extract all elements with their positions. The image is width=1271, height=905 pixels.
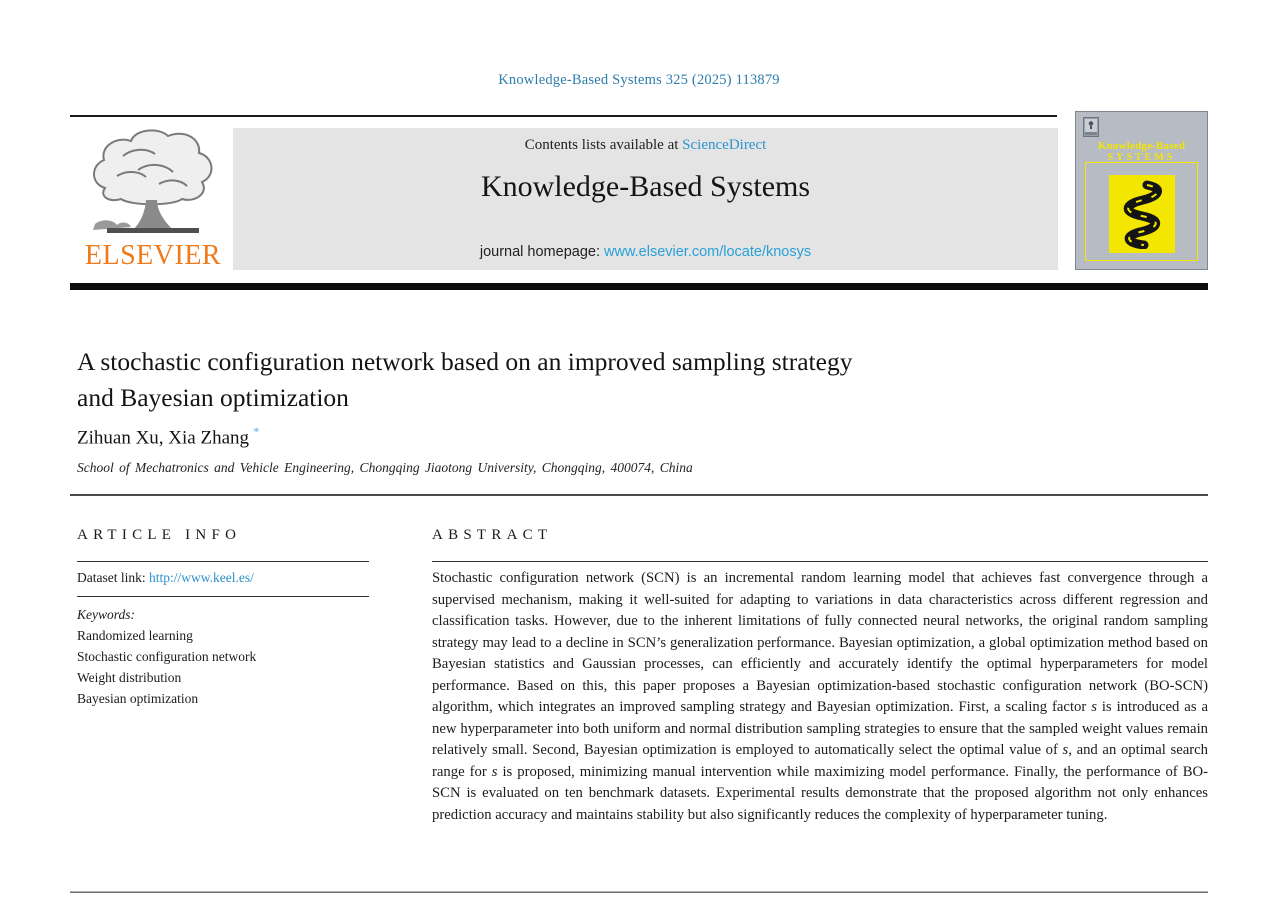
section-divider-rule — [70, 494, 1208, 496]
journal-cover-thumbnail[interactable] — [1075, 111, 1208, 270]
affiliation: School of Mechatronics and Vehicle Engineering, Chongqing Jiaotong University, Chongqing, 400074, China — [77, 460, 693, 475]
homepage-line — [233, 244, 1058, 260]
keywords-block — [77, 604, 256, 709]
abstract-variable: s — [491, 763, 498, 780]
article-info-rule-top — [77, 561, 369, 562]
paper-title — [77, 344, 1107, 416]
cover-elsevier-emblem-icon — [1083, 117, 1099, 137]
cover-spiral-art-icon — [1109, 175, 1175, 253]
dataset-link-line — [77, 570, 254, 586]
cover-title-line2: SYSTEMS — [1107, 152, 1176, 163]
authors-line — [77, 424, 260, 449]
corresponding-author-link[interactable]: * — [253, 424, 260, 439]
abstract-heading: ABSTRACT — [432, 527, 553, 543]
abstract-segment: , and an optimal search range for — [432, 742, 1208, 780]
journal-citation-link[interactable]: Knowledge-Based Systems 325 (2025) 113879 — [498, 72, 780, 88]
journal-header-band — [233, 128, 1058, 270]
abstract-segment: Stochastic configuration network (SCN) is an incremental random learning model that achieves fast convergence through a supervised mechanism, making it well-suited for adapting to variations in data characteristics across different regression and classification tasks. However, due to the inherent limitations of fully connected neural networks, the original random sampling strategy may lead to a decline in SCN’s generalization performance. Bayesian optimization, a global optimization method based on Bayesian statistics and Gaussian processes, can efficiently and accurately identify the optimal hyperparameters for model performance. Based on this, this paper proposes a Bayesian optimization-based stochastic configuration network (BO-SCN) algorithm, which integrates an improved sampling strategy and Bayesian optimization. First, a scaling factor — [432, 570, 1208, 715]
journal-homepage-link[interactable]: www.elsevier.com/locate/knosys — [604, 244, 812, 260]
author-names: Zihuan Xu, Xia Zhang — [77, 427, 250, 449]
elsevier-tree-icon — [83, 126, 223, 238]
page-bottom-rule — [70, 891, 1208, 893]
abstract-variable: s — [1091, 699, 1097, 715]
cover-title-line1: Knowledge-Based — [1097, 140, 1186, 152]
journal-title: Knowledge-Based Systems — [480, 170, 811, 203]
keyword-item: Randomized learning — [77, 628, 193, 643]
dataset-label: Dataset link: — [77, 570, 149, 585]
paper-title-line2: and Bayesian optimization — [77, 383, 349, 412]
header-top-rule — [70, 115, 1057, 117]
abstract-variable: s — [1062, 742, 1069, 758]
abstract-text — [432, 568, 1208, 826]
elsevier-wordmark: ELSEVIER — [84, 240, 222, 271]
article-info-heading: ARTICLE INFO — [77, 527, 242, 543]
cover-frame — [1085, 162, 1198, 261]
contents-line — [233, 137, 1058, 154]
keywords-list — [77, 625, 256, 709]
keyword-item: Stochastic configuration network — [77, 649, 257, 664]
homepage-prefix: journal homepage: — [479, 244, 605, 260]
contents-prefix: Contents lists available at — [524, 137, 683, 153]
keywords-label: Keywords: — [77, 607, 135, 622]
header-thick-rule — [70, 283, 1208, 290]
abstract-segment: is introduced as a new hyperparameter into both uniform and normal distribution sampling strategies to ensure that the sampled weight values remain relatively small. Second, Bayesian optimization is employed to automatically select the optimal value of — [432, 699, 1208, 758]
paper-title-line1: A stochastic configuration network based on an improved sampling strategy — [77, 347, 853, 376]
keyword-item: Bayesian optimization — [77, 691, 199, 706]
keyword-item: Weight distribution — [77, 670, 182, 685]
sciencedirect-link[interactable]: ScienceDirect — [682, 137, 767, 153]
dataset-url-link[interactable]: http://www.keel.es/ — [148, 570, 254, 585]
abstract-segment: is proposed, minimizing manual intervention while maximizing model performance. Finally, the performance of BO-SCN is evaluated on ten benchmark datasets. Experimental results demonstrate that the proposed algorithm not only enhances prediction accuracy and maintains stability but also significantly reduces the complexity of hyperparameter tuning. — [432, 763, 1208, 823]
elsevier-logo[interactable] — [77, 126, 229, 272]
abstract-rule — [432, 561, 1208, 562]
article-info-rule-bottom — [77, 596, 369, 597]
